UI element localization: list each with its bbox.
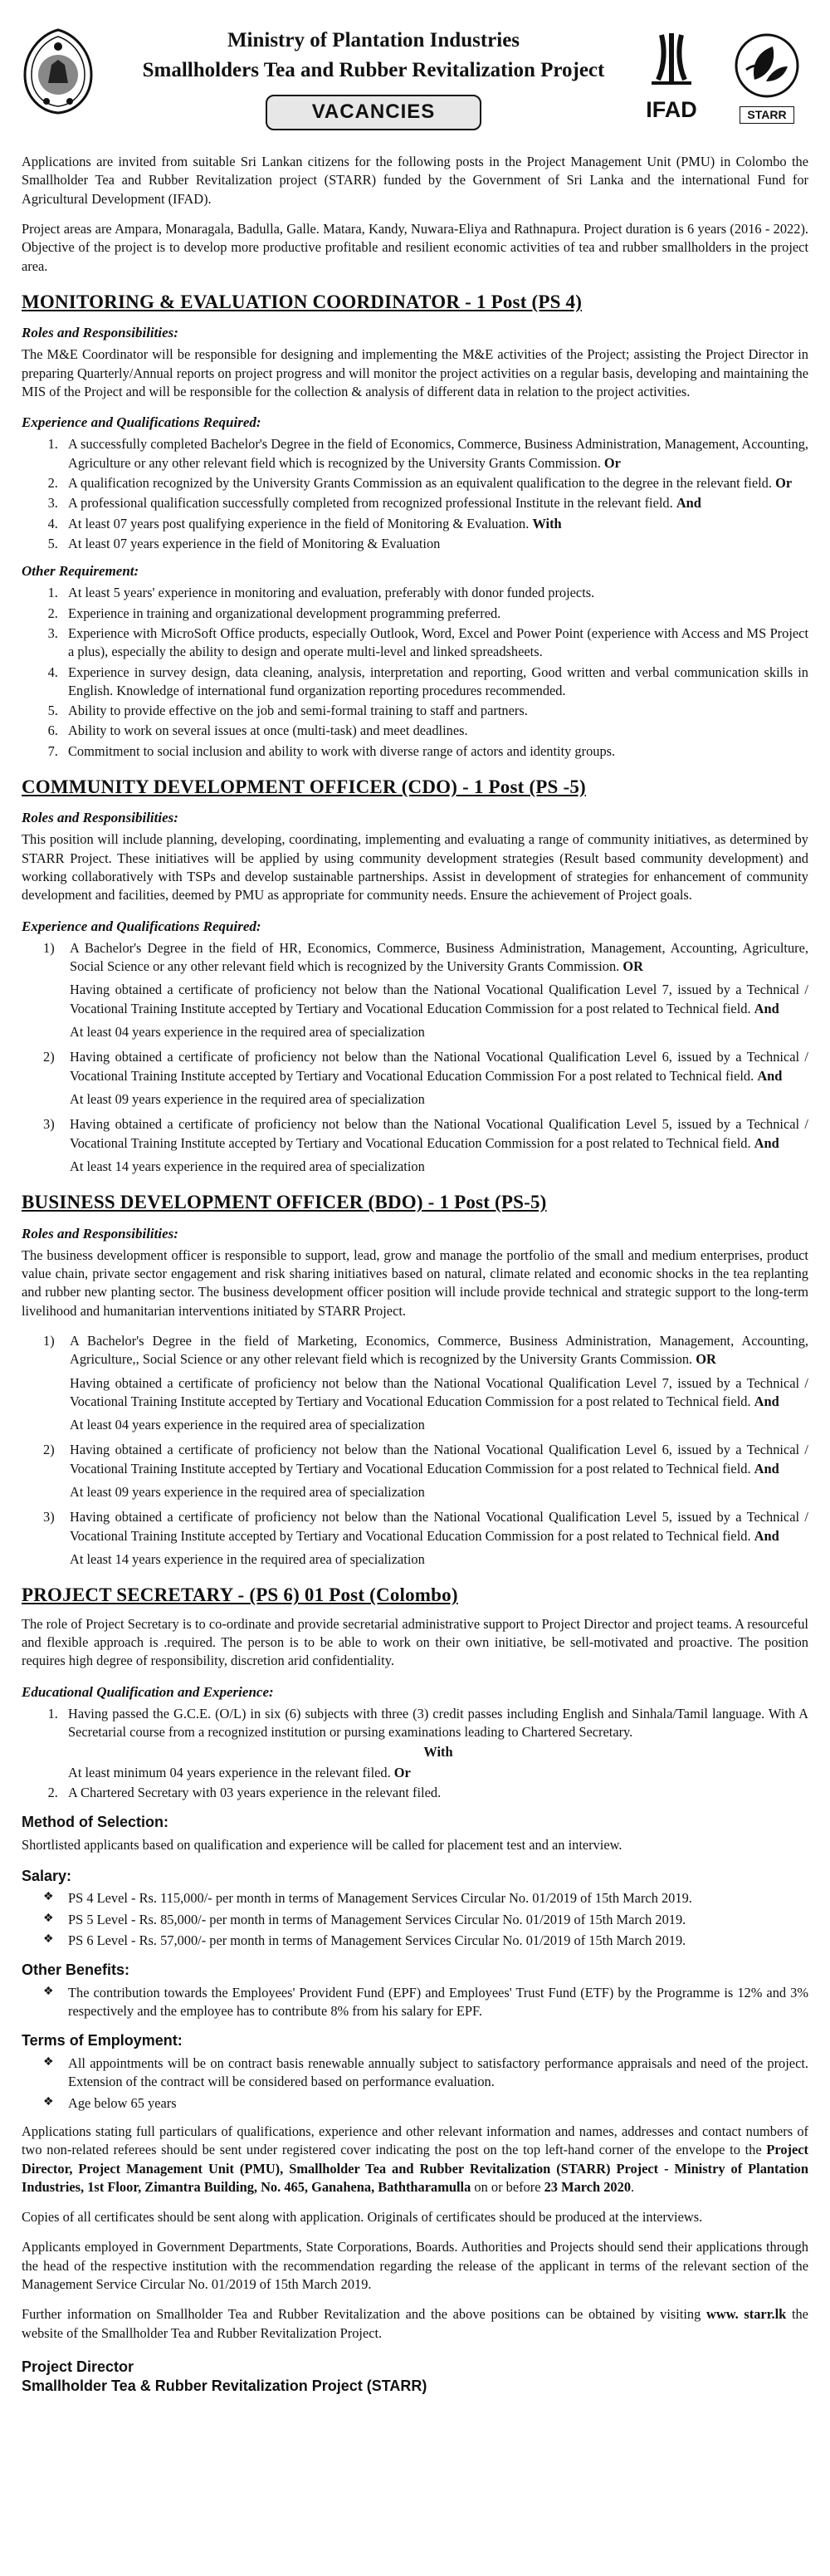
further-info: Further information on Smallholder Tea and Rubber Revitalization and the above positions can be obtained by visiting www. starr.lk the website of the Smallholder Tea and Rubber Revitalization Project.	[22, 2306, 808, 2341]
list-item: 6. Ability to work on several issues at once (multi-task) and meet deadlines.	[61, 722, 808, 740]
sri-lanka-emblem-icon	[22, 28, 95, 115]
list-item: 3. Experience with MicroSoft Office products, especially Outlook, Word, Excel and Power Point (experience with Access and MS Project a plus), especially the ability to design and operate multi-level and linked spreadsheets.	[61, 624, 808, 662]
subheading-roles: Roles and Responsibilities:	[22, 325, 178, 341]
list-item: 1) A Bachelor's Degree in the field of HR, Economics, Commerce, Business Administration, Management, Accounting, Agriculture, Social Science or any other relevant field which is recognized by the University Grants Commission. OR Having obtained a certificate of proficiency not below than the National Vocational Qualification Level 7, issued by a Technical / Vocational Training Institute accepted by Tertiary and Vocational Education Commission for a post related to Technical field. And At least 04 years experience in the required area of specialization	[43, 939, 808, 1041]
list-item: ❖ All appointments will be on contract basis renewable annually subject to satisfactory performance appraisals and need of the project. Extension of the contract will be considered based on performance evaluation.	[43, 2054, 808, 2092]
salary-heading: Salary:	[22, 1867, 72, 1884]
list-item: 2. Experience in training and organizational development programming preferred.	[61, 605, 808, 623]
with-label: With	[423, 1744, 453, 1761]
copies-note: Copies of all certificates should be sent along with application. Originals of certificates should be produced at the interviews.	[22, 2209, 703, 2226]
website-link[interactable]: www. starr.lk	[706, 2306, 787, 2323]
government-applicants-note: Applicants employed in Government Departments, State Corporations, Boards. Authorities and Projects should send their applications through the head of the respective institution with the recommendation regarding the release of the applicant in terms of the relevant section of the Management Service Circular No. 01/2019 of 15th March 2019.	[22, 2239, 808, 2293]
list-item: 7. Commitment to social inclusion and ability to work with diverse range of actors and identity groups.	[61, 742, 808, 761]
vacancies-badge: VACANCIES	[266, 95, 482, 130]
terms-list	[22, 2054, 808, 2113]
signature-block	[22, 2358, 808, 2397]
qualification-list	[22, 1332, 808, 1569]
list-item: 5. At least 07 years experience in the field of Monitoring & Evaluation	[61, 535, 808, 553]
subheading-education: Educational Qualification and Experience:	[22, 1683, 274, 1700]
list-item: ❖ Age below 65 years	[43, 2094, 808, 2113]
benefits-heading: Other Benefits:	[22, 1961, 130, 1979]
education-list	[22, 1705, 808, 1803]
terms-heading: Terms of Employment:	[22, 2032, 183, 2050]
list-item: 2. A Chartered Secretary with 03 years experience in the relevant filed.	[61, 1784, 808, 1802]
subheading-other: Other Requirement:	[22, 563, 139, 580]
section-cdo	[22, 774, 808, 1176]
list-item: 3. A professional qualification successfully completed from recognized professional Institute in the relevant field. And	[61, 494, 808, 512]
signatory-title: Project Director	[22, 2358, 134, 2376]
roles-text: The M&E Coordinator will be responsible for designing and implementing the M&E activities of the Project; assisting the Project Director in preparing Quarterly/Annual reports on project progress and will monitor the project activities on a regular basis, developing and maintaining the MIS of the Project and will be responsible for the collection & analysis of different data in relation to the project activities.	[22, 346, 808, 399]
list-item: 1) A Bachelor's Degree in the field of Marketing, Economics, Commerce, Business Administration, Management, Accounting, Agriculture,, Social Science or any other relevant field which is recognized by the University Grants Commission. OR Having obtained a certificate of proficiency not below than the National Vocational Qualification Level 7, issued by a Technical / Vocational Training Institute accepted by Tertiary and Vocational Education Commission for a post related to Technical field. And At least 04 years experience in the required area of specialization	[43, 1332, 808, 1433]
application-instructions: Applications stating full particulars of qualifications, experience and other relevant information and names, addresses and contact numbers of two non-related referees should be sent under registered cover indicating the post on the top left-hand corner of the envelope to the Project Director, Project Management Unit (PMU), Smallholder Tea and Rubber Revitalization (STARR) Project - Ministry of Plantation Industries, 1st Floor, Zimantra Building, No. 465, Ganahena, Baththaramulla on or before 23 March 2020.	[22, 2123, 808, 2195]
salary-list	[22, 1889, 808, 1950]
list-item: 5. Ability to provide effective on the job and semi-formal training to staff and partners.	[61, 702, 808, 720]
header	[22, 28, 808, 153]
list-item: 2) Having obtained a certificate of proficiency not below than the National Vocational Qualification Level 6, issued by a Technical / Vocational Training Institute accepted by Tertiary and Vocational Education Commission for a post related to Technical field. And At least 09 years experience in the required area of specialization	[43, 1442, 808, 1501]
subheading-roles: Roles and Responsibilities:	[22, 810, 178, 826]
intro-paragraph: Project areas are Ampara, Monaragala, Badulla, Galle. Matara, Kandy, Nuwara-Eliya and Rathnapura. Project duration is 6 years (2016 - 2022). Objective of the project is to develop more productive profitable and resilient economic activities of tea and rubber smallholders in the project area.	[22, 220, 808, 274]
starr-leaf-icon	[733, 32, 801, 100]
project-name: Smallholders Tea and Rubber Revitalization Project	[142, 59, 605, 81]
benefits-list	[22, 1984, 808, 2021]
position-title: MONITORING & EVALUATION COORDINATOR - 1 Post (PS 4)	[22, 291, 583, 312]
experience-list	[22, 435, 808, 553]
subheading-experience: Experience and Qualifications Required:	[22, 414, 261, 431]
intro-paragraph: Applications are invited from suitable Sri Lankan citizens for the following posts in the Project Management Unit (PMU) in Colombo the Smallholder Tea and Rubber Revitalization project (STARR) funded by the Government of Sri Lanka and the international Fund for Agricultural Development (IFAD).	[22, 154, 808, 207]
selection-heading: Method of Selection:	[22, 1814, 168, 1831]
list-item: 2) Having obtained a certificate of proficiency not below than the National Vocational Qualification Level 6, issued by a Technical / Vocational Training Institute accepted by Tertiary and Vocational Education Commission For a post related to Technical field. And At least 09 years experience in the required area of specialization	[43, 1049, 808, 1108]
list-item: 3) Having obtained a certificate of proficiency not below than the National Vocational Qualification Level 5, issued by a Technical / Vocational Training Institute accepted by Tertiary and Vocational Education Commission for a post related to Technical field. And At least 14 years experience in the required area of specialization	[43, 1116, 808, 1174]
ifad-wheat-icon	[647, 32, 696, 86]
section-me-coordinator	[22, 289, 808, 761]
qualification-list	[22, 939, 808, 1176]
section-project-secretary	[22, 1582, 808, 1802]
position-title: COMMUNITY DEVELOPMENT OFFICER (CDO) - 1 Post (PS -5)	[22, 776, 586, 798]
roles-text: This position will include planning, developing, coordinating, implementing and evaluating a range of community initiatives, as determined by STARR Project. These initiatives will be applied by using community development strategies (Result based community development) and working collaboratively with TSPs and develop sustainable partnerships. Assist in development of strategies for enhancement of community development and facilities, deemed by PMU as appropriate for community needs. Ensure the achievement of Project goals.	[22, 831, 808, 904]
position-title: PROJECT SECRETARY - (PS 6) 01 Post (Colombo)	[22, 1584, 458, 1606]
list-item: 4. Experience in survey design, data cleaning, analysis, interpretation and reporting, Good written and verbal communication skills in English. Knowledge of international fund organization reporting procedures recommended.	[61, 664, 808, 701]
ifad-logo	[634, 32, 709, 125]
role-text: The role of Project Secretary is to co-ordinate and provide secretarial administrative support to Project Director and project teams. A resourceful and flexible approach is .required. The person is to be able to work on their own initiative, be sell-motivated and proactive. The position requires high degree of responsibility, discretion arid confidentiality.	[22, 1615, 808, 1669]
subheading-roles: Roles and Responsibilities:	[22, 1225, 178, 1241]
header-titles	[121, 28, 626, 130]
section-bdo	[22, 1189, 808, 1569]
list-item: ❖ PS 6 Level - Rs. 57,000/- per month in terms of Management Services Circular No. 01/2019 of 15th March 2019.	[43, 1932, 808, 1950]
list-item: 1. Having passed the G.C.E. (O/L) in six (6) subjects with three (3) credit passes including English and Sinhala/Tamil language. With A Secretarial course from a recognized institution or pursing examinations leading to Chartered Secretary. With At least minimum 04 years experience in the relevant filed. Or	[61, 1705, 808, 1782]
list-item: ❖ The contribution towards the Employees' Provident Fund (EPF) and Employees' Trust Fund (ETF) by the Programme is 12% and 3% respectively and the employee has to contribute 8% from his salary for EPF.	[43, 1984, 808, 2021]
subheading-experience: Experience and Qualifications Required:	[22, 918, 261, 934]
list-item: 2. A qualification recognized by the University Grants Commission as an equivalent qualification to the degree in the relevant field. Or	[61, 474, 808, 492]
starr-logo	[725, 32, 808, 125]
starr-label: STARR	[740, 106, 793, 124]
ministry-name: Ministry of Plantation Industries	[227, 29, 520, 51]
signatory-organization: Smallholder Tea & Rubber Revitalization Project (STARR)	[22, 2378, 427, 2395]
selection-text: Shortlisted applicants based on qualification and experience will be called for placement test and an interview.	[22, 1836, 622, 1853]
ifad-label: IFAD	[646, 97, 697, 123]
position-title: BUSINESS DEVELOPMENT OFFICER (BDO) - 1 Post (PS-5)	[22, 1192, 547, 1213]
list-item: 1. A successfully completed Bachelor's Degree in the field of Economics, Commerce, Business Administration, Management, Accounting, Agriculture or any other relevant field which is recognized by the University Grants Commission. Or	[61, 435, 808, 473]
other-requirements-list	[22, 584, 808, 761]
list-item: ❖ PS 4 Level - Rs. 115,000/- per month in terms of Management Services Circular No. 01/2019 of 15th March 2019.	[43, 1889, 808, 1908]
list-item: 3) Having obtained a certificate of proficiency not below than the National Vocational Qualification Level 5, issued by a Technical / Vocational Training Institute accepted by Tertiary and Vocational Education Commission for a post related to Technical field. And At least 14 years experience in the required area of specialization	[43, 1509, 808, 1568]
list-item: 4. At least 07 years post qualifying experience in the field of Monitoring & Evaluation. With	[61, 515, 808, 533]
list-item: 1. At least 5 years' experience in monitoring and evaluation, preferably with donor funded projects.	[61, 584, 808, 602]
partner-logos	[634, 32, 808, 140]
list-item: ❖ PS 5 Level - Rs. 85,000/- per month in terms of Management Services Circular No. 01/2019 of 15th March 2019.	[43, 1911, 808, 1929]
roles-text: The business development officer is responsible to support, lead, grow and manage the portfolio of the small and medium enterprises, product value chain, private sector engagement and risk sharing initiatives based on natural, climate related and economic shocks in the tea replanting and rubber new planting sector. The business development officer position will include provide technical and strategic support to the long-term livelihood and humanitarian interventions initiated by STARR Project.	[22, 1246, 808, 1319]
